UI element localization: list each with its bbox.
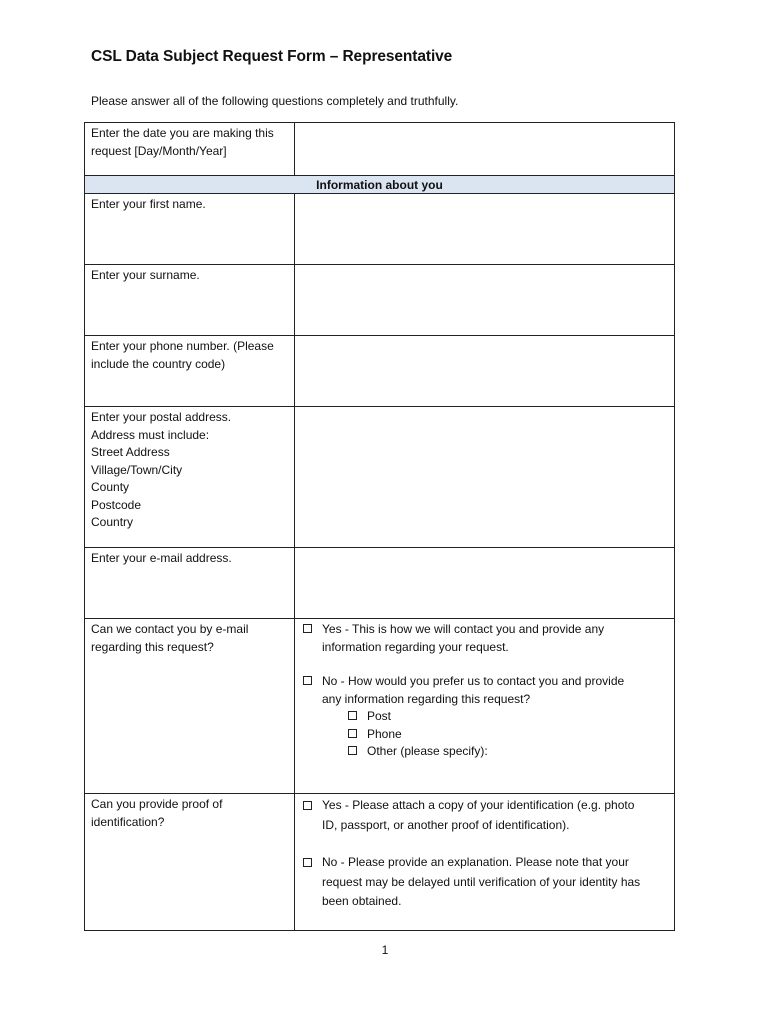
section-header-row (85, 176, 675, 194)
first-name-label: Enter your first name. (85, 194, 295, 265)
surname-row (85, 265, 675, 336)
contact-no-checkbox[interactable] (303, 676, 312, 685)
email-row (85, 548, 675, 619)
contact-other-checkbox[interactable] (348, 746, 357, 755)
contact-phone-checkbox[interactable] (348, 729, 357, 738)
proof-label: Can you provide proof of identification? (85, 794, 295, 931)
form-intro: Please answer all of the following questions completely and truthfully. (91, 94, 459, 108)
postal-label: Enter your postal address. Address must include: Street Address Village/Town/City County Postcode Country (85, 407, 295, 548)
email-input-cell[interactable] (295, 548, 675, 619)
contact-options-cell (295, 619, 675, 794)
proof-row (85, 794, 675, 931)
postal-input-cell[interactable] (295, 407, 675, 548)
first-name-input-cell[interactable] (295, 194, 675, 265)
email-label: Enter your e-mail address. (85, 548, 295, 619)
contact-label: Can we contact you by e-mail regarding this request? (85, 619, 295, 794)
proof-options-cell (295, 794, 675, 931)
surname-input-cell[interactable] (295, 265, 675, 336)
phone-input-cell[interactable] (295, 336, 675, 407)
contact-no-option[interactable]: No - How would you prefer us to contact you and provide any information regarding this request? (303, 673, 668, 708)
contact-phone-option[interactable]: Phone (348, 726, 668, 744)
proof-no-option[interactable]: No - Please provide an explanation. Please note that your request may be delayed until verification of your identity has been obtained. (303, 853, 668, 912)
form-title: CSL Data Subject Request Form – Representative (91, 48, 453, 65)
proof-yes-checkbox[interactable] (303, 801, 312, 810)
proof-yes-option[interactable]: Yes - Please attach a copy of your identification (e.g. photo ID, passport, or another proof of identification). (303, 796, 668, 835)
phone-row (85, 336, 675, 407)
date-row (85, 123, 675, 176)
surname-label: Enter your surname. (85, 265, 295, 336)
first-name-row (85, 194, 675, 265)
section-header: Information about you (85, 176, 675, 194)
date-label: Enter the date you are making this request [Day/Month/Year] (85, 123, 295, 176)
contact-other-option[interactable]: Other (please specify): (348, 743, 668, 761)
contact-yes-option[interactable]: Yes - This is how we will contact you and provide any information regarding your request. (303, 621, 668, 656)
contact-yes-checkbox[interactable] (303, 624, 312, 633)
contact-row (85, 619, 675, 794)
request-form-table (84, 122, 675, 931)
date-input-cell[interactable] (295, 123, 675, 176)
contact-post-checkbox[interactable] (348, 711, 357, 720)
page-number: 1 (381, 943, 389, 957)
contact-post-option[interactable]: Post (348, 708, 668, 726)
postal-row (85, 407, 675, 548)
phone-label: Enter your phone number. (Please include the country code) (85, 336, 295, 407)
proof-no-checkbox[interactable] (303, 858, 312, 867)
